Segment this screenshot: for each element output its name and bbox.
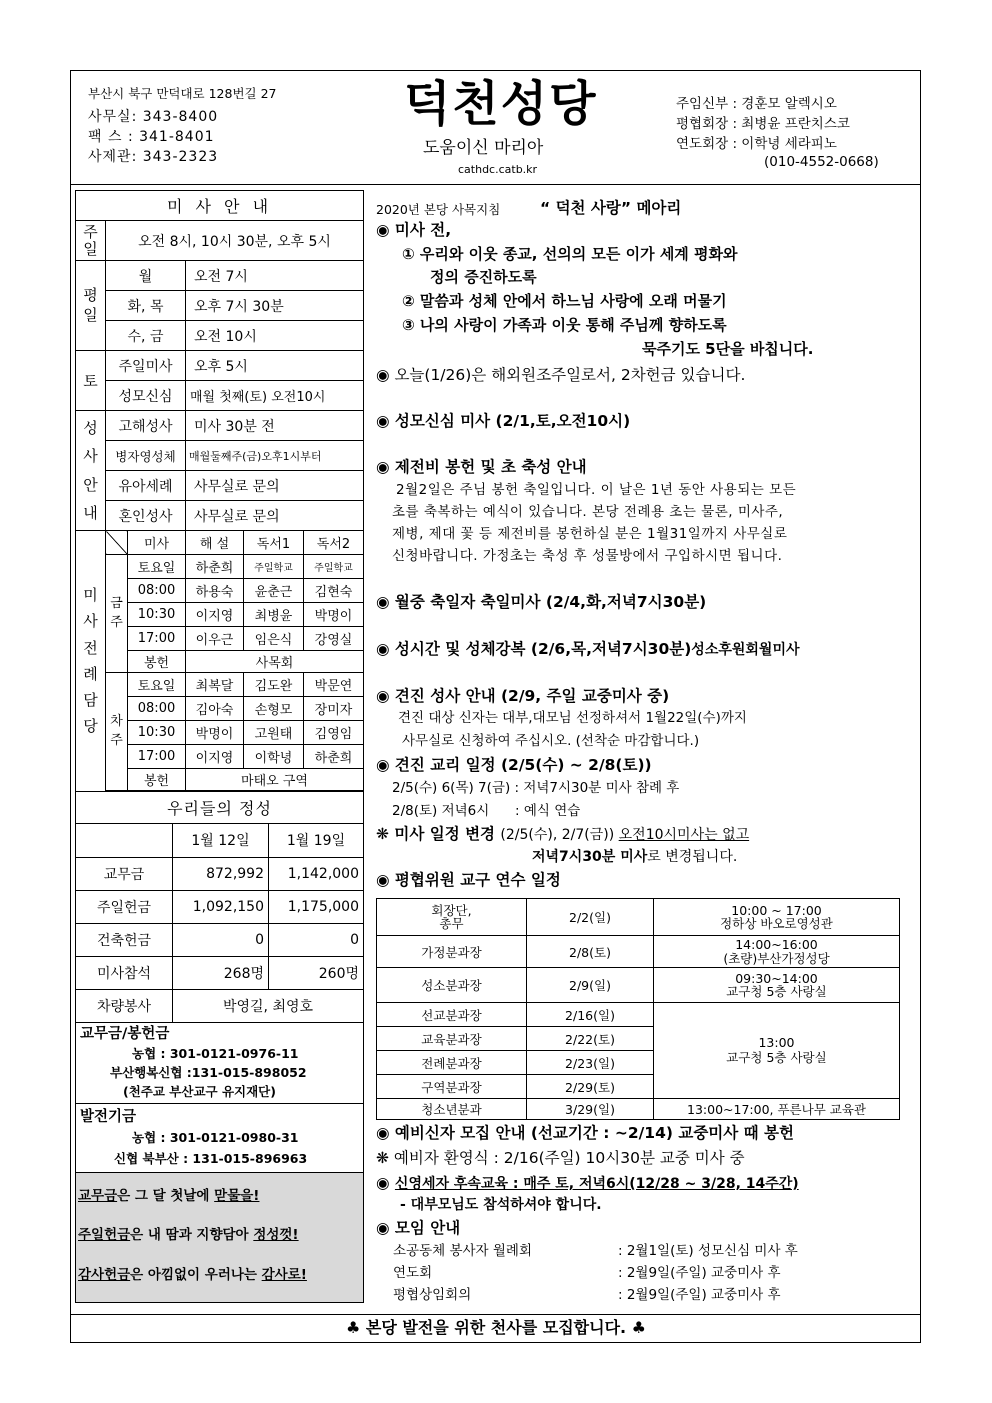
offering-value: 1,092,150 bbox=[173, 890, 269, 923]
liturgy-cell: 17:00 bbox=[128, 745, 186, 769]
header-divider bbox=[70, 184, 921, 185]
week1-label: 금주 bbox=[106, 555, 128, 673]
pastoral-motto: “ 덕천 사랑” 메아리 bbox=[540, 199, 682, 217]
offering-value: 0 bbox=[173, 923, 269, 956]
offering-value: 872,992 bbox=[173, 857, 269, 890]
weekday-label: 평일 bbox=[76, 261, 106, 351]
saturday-label: 토 bbox=[76, 351, 106, 411]
liturgy-cell: 고원태 bbox=[244, 721, 304, 745]
schedule-date: 2/8(토) bbox=[527, 936, 654, 968]
saturday-time: 매월 첫째(토) 오전10시 bbox=[186, 381, 364, 411]
notice-title: ◉ 제전비 봉헌 및 초 축성 안내 bbox=[376, 458, 587, 476]
schedule-date: 2/9(일) bbox=[527, 968, 654, 1003]
meeting-name: 연도회 bbox=[393, 1265, 433, 1281]
weekday-time: 오후 7시 30분 bbox=[186, 291, 364, 321]
notice-text: 신청바랍니다. 가정초는 축성 후 성물방에서 구입하시면 됩니다. bbox=[392, 548, 783, 564]
sacrament-name: 병자영성체 bbox=[106, 441, 186, 471]
meeting-name: 평협상임회의 bbox=[393, 1287, 472, 1303]
notice-title: ◉ 미사 전, bbox=[376, 221, 452, 239]
offerings-title: 우리들의 정성 bbox=[76, 791, 364, 823]
motto-line: 주일헌금은 내 땀과 지향담아 정성껏! bbox=[78, 1226, 299, 1243]
liturgy-cell: 임은식 bbox=[244, 627, 304, 651]
office-phone: 사무실: 343-8400 bbox=[88, 109, 219, 125]
account-title: 발전기금 bbox=[80, 1108, 137, 1125]
liturgy-duty-table bbox=[75, 530, 364, 792]
notice-text: 정의 증진하도록 bbox=[430, 268, 537, 286]
liturgy-cell: 하용숙 bbox=[186, 579, 244, 603]
sacrament-label: 성사안내 bbox=[76, 411, 106, 531]
schedule-place: 10:00 ~ 17:00 정하상 바오로영성관 bbox=[654, 899, 900, 936]
offering-label: 건축헌금 bbox=[76, 923, 173, 956]
schedule-name: 전례분과장 bbox=[377, 1051, 527, 1075]
schedule-place: 13:00~17:00, 푸른나무 교육관 bbox=[654, 1099, 900, 1120]
liturgy-cell: 박명이 bbox=[186, 721, 244, 745]
liturgy-header: 미사 bbox=[128, 531, 186, 555]
week2-label: 차주 bbox=[106, 673, 128, 791]
sacrament-info: 매월둘째주(금)오후1시부터 bbox=[186, 441, 364, 471]
liturgy-cell: 08:00 bbox=[128, 697, 186, 721]
notice-text: 초를 축복하는 예식이 있습니다. 본당 전례용 초는 물론, 미사주, bbox=[392, 504, 784, 520]
notice-text: ② 말씀과 성체 안에서 하느님 사랑에 오래 머물기 bbox=[402, 292, 727, 310]
liturgy-cell: 윤춘근 bbox=[244, 579, 304, 603]
offerings-table bbox=[75, 791, 364, 1023]
sunday-mass-times: 오전 8시, 10시 30분, 오후 5시 bbox=[106, 221, 364, 261]
schedule-date: 2/23(일) bbox=[527, 1051, 654, 1075]
liturgy-side-label: 미사전례담당 bbox=[76, 531, 106, 792]
liturgy-cell: 최복달 bbox=[186, 673, 244, 697]
liturgy-header: 독서2 bbox=[304, 531, 364, 555]
schedule-date: 2/22(토) bbox=[527, 1027, 654, 1051]
empty-cell bbox=[76, 823, 173, 857]
notice-text: 저녁7시30분 미사로 변경됩니다. bbox=[532, 849, 738, 865]
schedule-date: 2/29(토) bbox=[527, 1075, 654, 1099]
schedule-date: 3/29(일) bbox=[527, 1099, 654, 1120]
schedule-name: 구역분과장 bbox=[377, 1075, 527, 1099]
weekday-day: 화, 목 bbox=[106, 291, 186, 321]
parking-label: 차량봉사 bbox=[76, 989, 173, 1022]
footer-divider bbox=[70, 1314, 921, 1315]
notice-text: 2/8(토) 저녁6시 : 예식 연습 bbox=[392, 803, 581, 819]
meeting-time: : 2월9일(주일) 교중미사 후 bbox=[618, 1287, 781, 1303]
offering-group: 사목회 bbox=[186, 651, 364, 673]
notice-title: ◉ 오늘(1/26)은 해외원조주일로서, 2차헌금 있습니다. bbox=[376, 366, 746, 384]
offering-value: 260명 bbox=[269, 956, 364, 989]
liturgy-cell: 손형모 bbox=[244, 697, 304, 721]
diagonal-cell bbox=[106, 531, 128, 555]
notice-text: 2월2일은 주님 봉헌 축일입니다. 이 날은 1년 동안 사용되는 모든 bbox=[396, 482, 797, 498]
sacrament-name: 혼인성사 bbox=[106, 501, 186, 531]
offering-value: 1,175,000 bbox=[269, 890, 364, 923]
weekday-day: 월 bbox=[106, 261, 186, 291]
weekday-time: 오전 7시 bbox=[186, 261, 364, 291]
notice-text: ③ 나의 사랑이 가족과 이웃 통해 주님께 향하도록 bbox=[402, 316, 727, 334]
church-subtitle: 도움이신 마리아 bbox=[423, 138, 544, 158]
notice-text: 제병, 제대 꽃 등 제전비를 봉헌하실 분은 1월31일까지 사무실로 bbox=[392, 526, 788, 542]
offering-value: 1,142,000 bbox=[269, 857, 364, 890]
liturgy-header: 독서1 bbox=[244, 531, 304, 555]
liturgy-cell: 10:30 bbox=[128, 603, 186, 627]
meeting-time: : 2월1일(토) 성모신심 미사 후 bbox=[618, 1243, 798, 1259]
account-line: (천주교 부산교구 유지재단) bbox=[123, 1083, 276, 1099]
liturgy-cell: 이학녕 bbox=[244, 745, 304, 769]
schedule-place: 13:00 교구청 5층 사랑실 bbox=[654, 1003, 900, 1099]
notice-title: ◉ 견진 성사 안내 (2/9, 주일 교중미사 중) bbox=[376, 687, 670, 705]
account-box-1 bbox=[75, 1023, 364, 1104]
liturgy-cell: 최병윤 bbox=[244, 603, 304, 627]
motto-box bbox=[75, 1173, 364, 1303]
schedule-name: 가정분과장 bbox=[377, 936, 527, 968]
notice-text: ① 우리와 이웃 종교, 선의의 모든 이가 세계 평화와 bbox=[402, 245, 738, 263]
notice-title: ◉ 견진 교리 일정 (2/5(수) ~ 2/8(토)) bbox=[376, 756, 652, 774]
notice-title: ◉ 평협위원 교구 연수 일정 bbox=[376, 871, 561, 889]
notice-title: ◉ 성시간 및 성체강복 (2/6,목,저녁7시30분)성소후원회월미사 bbox=[376, 640, 800, 658]
account-line: 농협 : 301-0121-0976-11 bbox=[132, 1045, 299, 1061]
notice-title: ◉ 신영세자 후속교육 : 매주 토, 저녁6시(12/28 ~ 3/28, 14주간) bbox=[376, 1174, 799, 1192]
left-column bbox=[75, 190, 364, 1303]
schedule-name: 교육분과장 bbox=[377, 1027, 527, 1051]
sunday-label: 주일 bbox=[76, 221, 106, 261]
account-box-2 bbox=[75, 1104, 364, 1173]
parking-volunteers: 박영길, 최영호 bbox=[173, 989, 364, 1022]
offering-label: 주일헌금 bbox=[76, 890, 173, 923]
notice-title: ◉ 모임 안내 bbox=[376, 1219, 461, 1237]
pastoral-motto-prefix: 2020년 본당 사목지침 bbox=[376, 202, 501, 217]
offering-label: 봉헌 bbox=[128, 769, 186, 791]
liturgy-header: 해 설 bbox=[186, 531, 244, 555]
elder-phone: (010-4552-0668) bbox=[764, 154, 879, 170]
offering-group: 마태오 구역 bbox=[186, 769, 364, 791]
notice-text: 견진 대상 신자는 대부,대모님 선정하셔서 1월22일(수)까지 bbox=[398, 710, 747, 726]
liturgy-cell: 이지영 bbox=[186, 745, 244, 769]
schedule-name: 회장단, 총무 bbox=[377, 899, 527, 936]
offerings-date-col: 1월 19일 bbox=[269, 823, 364, 857]
offering-label: 교무금 bbox=[76, 857, 173, 890]
footer-message: ♣ 본당 발전을 위한 천사를 모집합니다. ♣ bbox=[345, 1318, 647, 1337]
notice-title: ◉ 성모신심 미사 (2/1,토,오전10시) bbox=[376, 412, 631, 430]
council-chair: 평협회장 : 최병윤 프란치스코 bbox=[676, 116, 850, 132]
liturgy-cell: 김도완 bbox=[244, 673, 304, 697]
pastor-name: 주임신부 : 경훈모 알렉시오 bbox=[676, 96, 837, 112]
sacrament-info: 미사 30분 전 bbox=[186, 411, 364, 441]
saturday-time: 오후 5시 bbox=[186, 351, 364, 381]
sacrament-name: 고해성사 bbox=[106, 411, 186, 441]
liturgy-cell: 하춘희 bbox=[304, 745, 364, 769]
notice-title: ❋ 예비자 환영식 : 2/16(주일) 10시30분 교중 미사 중 bbox=[376, 1149, 745, 1167]
saturday-item: 성모신심 bbox=[106, 381, 186, 411]
liturgy-cell: 이우근 bbox=[186, 627, 244, 651]
liturgy-cell: 08:00 bbox=[128, 579, 186, 603]
liturgy-cell: 하춘희 bbox=[186, 555, 244, 579]
church-address: 부산시 북구 만덕대로 128번길 27 bbox=[88, 86, 277, 101]
schedule-date: 2/16(일) bbox=[527, 1003, 654, 1027]
liturgy-cell: 김아숙 bbox=[186, 697, 244, 721]
schedule-place: 09:30~14:00 교구청 5층 사랑실 bbox=[654, 968, 900, 1003]
notice-title: ◉ 예비신자 모집 안내 (선교기간 : ~2/14) 교중미사 때 봉헌 bbox=[376, 1124, 794, 1142]
liturgy-cell: 주일학교 bbox=[244, 555, 304, 579]
account-line: 부산행복신협 :131-015-898052 bbox=[110, 1064, 307, 1080]
account-line: 농협 : 301-0121-0980-31 bbox=[132, 1129, 299, 1145]
notice-text: - 대부모님도 참석하셔야 합니다. bbox=[400, 1197, 602, 1213]
sacrament-info: 사무실로 문의 bbox=[186, 501, 364, 531]
liturgy-cell: 토요일 bbox=[128, 673, 186, 697]
schedule-name: 청소년분과 bbox=[377, 1099, 527, 1120]
account-title: 교무금/봉헌금 bbox=[80, 1025, 170, 1042]
offering-value: 0 bbox=[269, 923, 364, 956]
offering-label: 봉헌 bbox=[128, 651, 186, 673]
notice-text: 2/5(수) 6(목) 7(금) : 저녁7시30분 미사 참례 후 bbox=[392, 780, 680, 796]
liturgy-cell: 이지영 bbox=[186, 603, 244, 627]
liturgy-cell: 김현숙 bbox=[304, 579, 364, 603]
notice-title: ❋ 미사 일정 변경 (2/5(수), 2/7(금)) 오전10시미사는 없고 bbox=[376, 825, 750, 843]
schedule-place: 14:00~16:00 (초량)부산가정성당 bbox=[654, 936, 900, 968]
saturday-item: 주일미사 bbox=[106, 351, 186, 381]
offering-label: 미사참석 bbox=[76, 956, 173, 989]
notice-text: 사무실로 신청하여 주십시오. (선착순 마감합니다.) bbox=[402, 733, 700, 749]
notice-text: 묵주기도 5단을 바칩니다. bbox=[642, 340, 814, 358]
offerings-date-col: 1월 12일 bbox=[173, 823, 269, 857]
liturgy-cell: 박명이 bbox=[304, 603, 364, 627]
notice-title: ◉ 월중 축일자 축일미사 (2/4,화,저녁7시30분) bbox=[376, 593, 707, 611]
liturgy-cell: 토요일 bbox=[128, 555, 186, 579]
offering-value: 268명 bbox=[173, 956, 269, 989]
church-website: cathdc.catb.kr bbox=[458, 163, 538, 176]
weekday-time: 오전 10시 bbox=[186, 321, 364, 351]
schedule-name: 선교분과장 bbox=[377, 1003, 527, 1027]
liturgy-cell: 장미자 bbox=[304, 697, 364, 721]
fax-number: 팩 스 : 341-8401 bbox=[88, 129, 215, 145]
schedule-name: 성소분과장 bbox=[377, 968, 527, 1003]
account-line: 신협 북부산 : 131-015-896963 bbox=[114, 1150, 308, 1166]
motto-line: 교무금은 그 달 첫날에 맏물을! bbox=[78, 1187, 260, 1204]
liturgy-cell: 박문연 bbox=[304, 673, 364, 697]
meeting-name: 소공동체 봉사자 월례회 bbox=[393, 1243, 532, 1259]
church-name-title: 덕천성당 bbox=[404, 76, 598, 132]
rectory-phone: 사제관: 343-2323 bbox=[88, 149, 219, 165]
elder-chair: 연도회장 : 이학녕 세라피노 bbox=[676, 136, 837, 152]
sacrament-info: 사무실로 문의 bbox=[186, 471, 364, 501]
liturgy-cell: 17:00 bbox=[128, 627, 186, 651]
mass-guide-table bbox=[75, 190, 364, 531]
liturgy-cell: 주일학교 bbox=[304, 555, 364, 579]
meeting-time: : 2월9일(주일) 교중미사 후 bbox=[618, 1265, 781, 1281]
weekday-day: 수, 금 bbox=[106, 321, 186, 351]
liturgy-cell: 김영임 bbox=[304, 721, 364, 745]
sacrament-name: 유아세례 bbox=[106, 471, 186, 501]
schedule-date: 2/2(일) bbox=[527, 899, 654, 936]
liturgy-cell: 강영실 bbox=[304, 627, 364, 651]
motto-line: 감사헌금은 아낌없이 우러나는 감사로! bbox=[78, 1266, 307, 1283]
liturgy-cell: 10:30 bbox=[128, 721, 186, 745]
mass-guide-title: 미 사 안 내 bbox=[76, 191, 364, 221]
training-schedule-table bbox=[376, 898, 900, 1120]
